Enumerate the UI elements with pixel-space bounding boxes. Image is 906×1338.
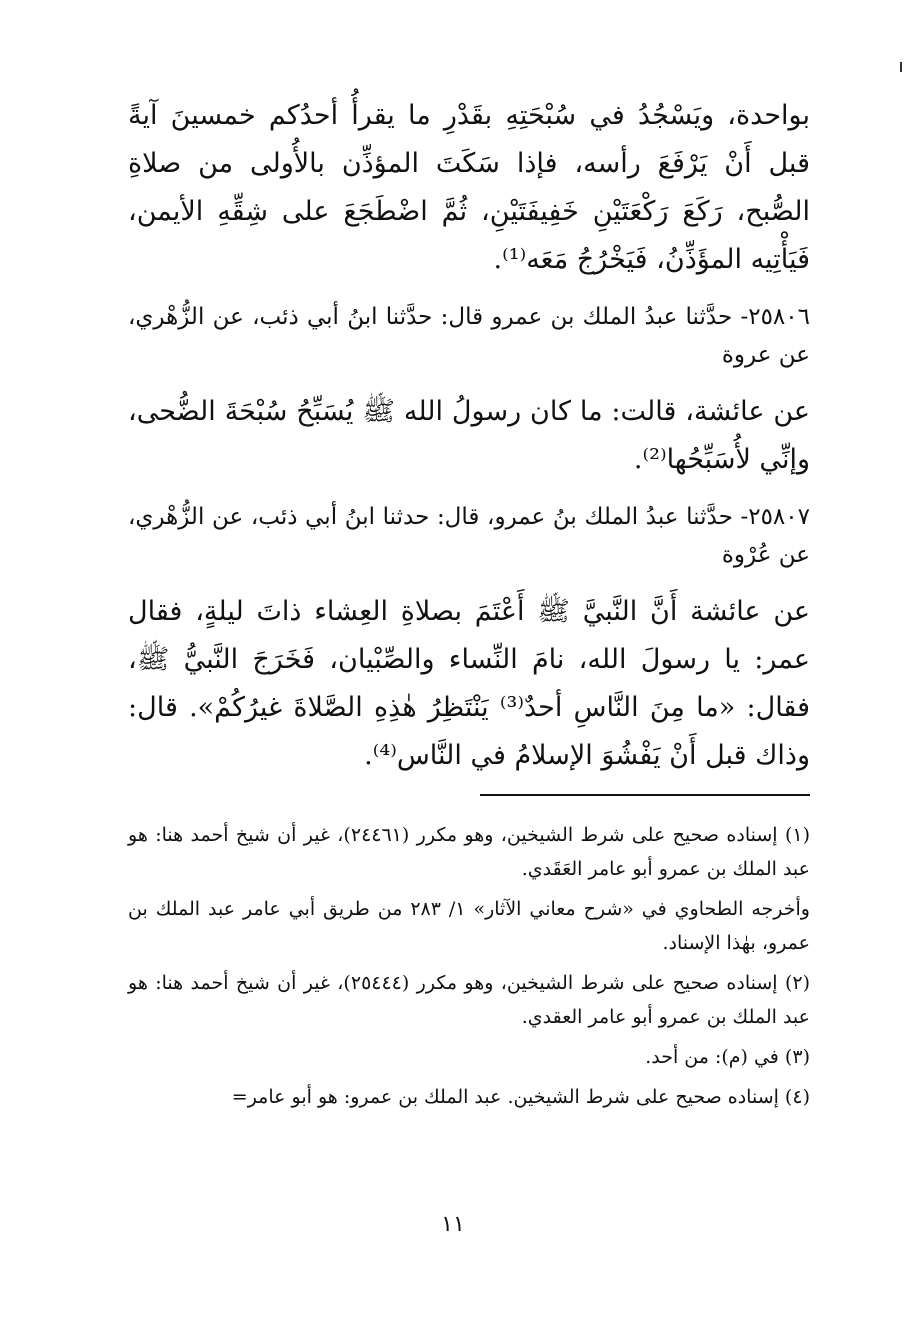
hadith-text-25807: عن عائشة أَنَّ النَّبيَّ ﷺ أَعْتَمَ بصلاةِ العِشاء ذاتَ ليلةٍ، فقال عمر: يا رسولَ الله، نامَ النِّساء والصِّبْيان، فَخَرَجَ النَّبيُّ ﷺ، فقال: «ما مِنَ النَّاسِ أحدٌ⁽³⁾ يَنْتَظِرُ هٰذِهِ الصَّلاةَ غيرُكُمْ». قال: وذاك قبل أَنْ يَفْشُوَ الإسلامُ في النَّاس⁽⁴⁾. (128, 596, 810, 771)
footnote-4: (٤) إسناده صحيح على شرط الشيخين. عبد الملك بن عمرو: هو أبو عامر= (231, 1086, 810, 1108)
footnote-divider (480, 794, 810, 796)
footnote-3: (٣) في (م): من أحد. (645, 1046, 810, 1068)
footnote-2: (٢) إسناده صحيح على شرط الشيخين، وهو مكرر (٢٥٤٤٤)، غير أن شيخ أحمد هنا: هو عبد الملك بن عمرو أبو عامر العقدي. (128, 972, 810, 1028)
hadith-header-25807: ٢٥٨٠٧- حدَّثنا عبدُ الملك بنُ عمرو، قال: حدثنا ابنُ أبي ذئب، عن الزُّهْري، عن عُرْوة (128, 504, 810, 568)
footnote-1-continuation: وأخرجه الطحاوي في «شرح معاني الآثار» ١/ ٢٨٣ من طريق أبي عامر عبد الملك بن عمرو، بهٰذا الإسناد. (128, 898, 810, 954)
page-edge-mark (900, 62, 902, 72)
hadith-text-25806: عن عائشة، قالت: ما كان رسولُ الله ﷺ يُسَبِّحُ سُبْحَةَ الضُّحى، وإنِّي لأُسَبِّحُها⁽²⁾. (128, 396, 810, 475)
hadith-header-25806: ٢٥٨٠٦- حدَّثنا عبدُ الملك بن عمرو قال: حدَّثنا ابنُ أبي ذئب، عن الزُّهْري، عن عروة (128, 304, 810, 368)
hadith-text-continuation: بواحدة، ويَسْجُدُ في سُبْحَتِهِ بقَدْرِ ما يقرأُ أحدُكم خمسينَ آيةً قبل أَنْ يَرْفَعَ رأسه، فإذا سَكَتَ المؤذِّن بالأُولى من صلاةِ الصُّبح، رَكَعَ رَكْعَتَيْنِ خَفِيفَتَيْنِ، ثُمَّ اضْطَجَعَ على شِقِّهِ الأيمن، فَيَأْتِيه المؤَذِّنُ، فَيَخْرُجُ مَعَه⁽¹⁾. (128, 100, 810, 275)
page-number: ١١ (441, 1212, 465, 1237)
footnote-1: (١) إسناده صحيح على شرط الشيخين، وهو مكرر (٢٤٤٦١)، غير أن شيخ أحمد هنا: هو عبد الملك بن عمرو أبو عامر العَقَدي. (128, 824, 810, 880)
page-content (128, 92, 810, 1120)
